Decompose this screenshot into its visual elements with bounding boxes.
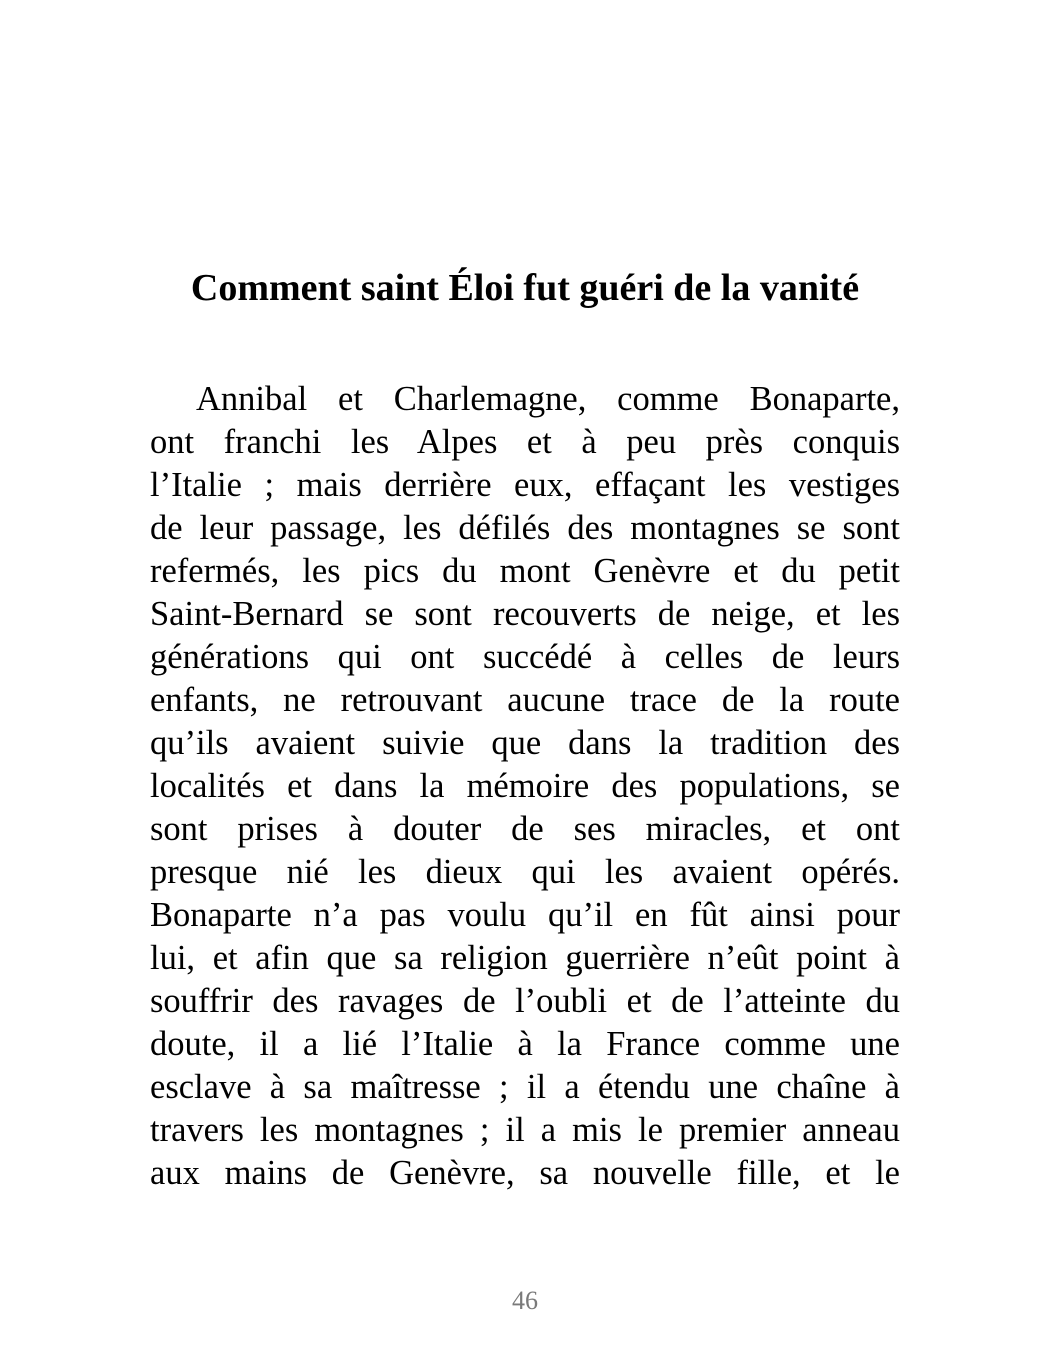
text-line: aux mains de Genèvre, sa nouvelle fille, et le [150, 1154, 900, 1192]
body-paragraph [150, 378, 900, 1195]
text-line: générations qui ont succédé à celles de leurs [150, 638, 900, 676]
text-line: presque nié les dieux qui les avaient opérés. [150, 853, 900, 891]
text-line: travers les montagnes ; il a mis le premier anneau [150, 1111, 900, 1149]
text-line: qu’ils avaient suivie que dans la tradition des [150, 724, 900, 762]
text-line: l’Italie ; mais derrière eux, effaçant les vestiges [150, 466, 900, 504]
text-line: esclave à sa maîtresse ; il a étendu une chaîne à [150, 1068, 900, 1106]
text-line: localités et dans la mémoire des populations, se [150, 767, 900, 805]
text-line: Annibal et Charlemagne, comme Bonaparte, [196, 380, 900, 418]
text-line: doute, il a lié l’Italie à la France comme une [150, 1025, 900, 1063]
text-line: lui, et afin que sa religion guerrière n’eût point à [150, 939, 900, 977]
chapter-title: Comment saint Éloi fut guéri de la vanité [190, 267, 860, 309]
text-line: ont franchi les Alpes et à peu près conquis [150, 423, 900, 461]
page-number: 46 [512, 1286, 538, 1315]
text-line: de leur passage, les défilés des montagnes se sont [150, 509, 900, 547]
text-line: sont prises à douter de ses miracles, et ont [150, 810, 900, 848]
text-line: refermés, les pics du mont Genèvre et du petit [150, 552, 900, 590]
text-line: Bonaparte n’a pas voulu qu’il en fût ainsi pour [150, 896, 900, 934]
text-line: Saint-Bernard se sont recouverts de neige, et les [150, 595, 900, 633]
text-line: enfants, ne retrouvant aucune trace de la route [150, 681, 900, 719]
text-line: souffrir des ravages de l’oubli et de l’atteinte du [150, 982, 900, 1020]
